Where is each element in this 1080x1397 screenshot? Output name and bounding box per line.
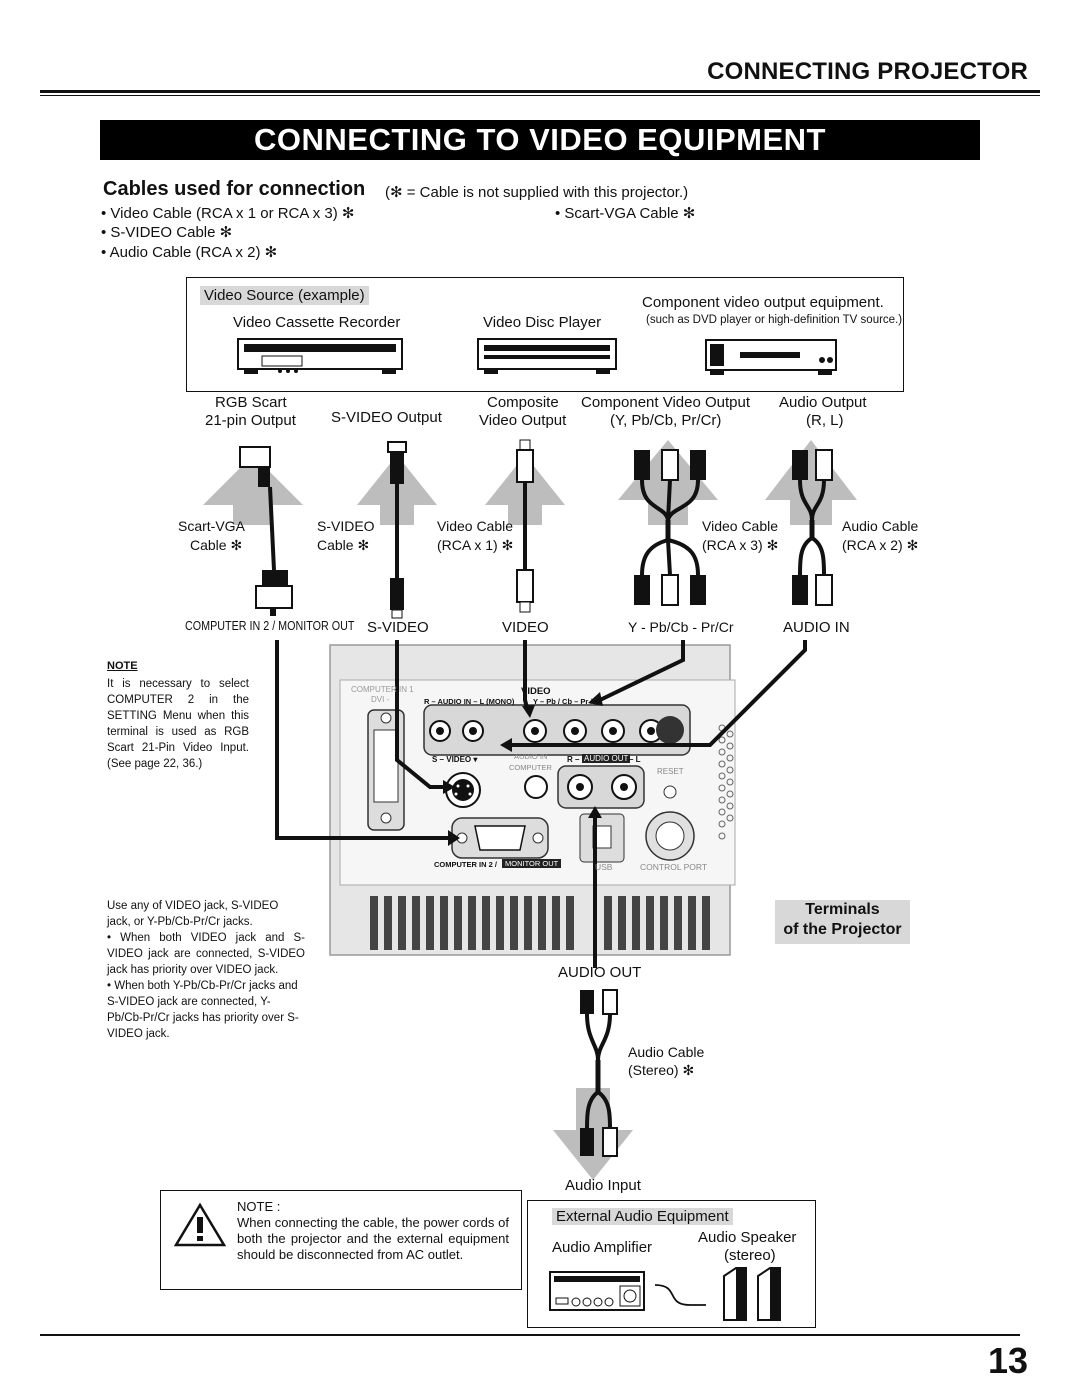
component-equipment-label: Component video output equipment. xyxy=(642,294,884,311)
scart-cable-label-2: Cable ✻ xyxy=(190,537,243,553)
panel-monitor-out: MONITOR OUT xyxy=(502,859,561,868)
usage-bullet-1: • When both VIDEO jack and S-VIDEO jack are connected, S-VIDEO jack has priority over VIDEO jack. xyxy=(107,932,305,976)
warning-heading: NOTE : xyxy=(237,1199,281,1214)
cable-item-scart: • Scart-VGA Cable ✻ xyxy=(555,205,696,222)
cable-item-audio: • Audio Cable (RCA x 2) ✻ xyxy=(101,244,278,261)
svideo-cable xyxy=(388,442,406,618)
svideo-cable-label: S-VIDEO xyxy=(317,518,375,534)
panel-video: VIDEO xyxy=(521,686,551,697)
cables-heading: Cables used for connection xyxy=(103,178,366,200)
video-cable-1-label: Video Cable xyxy=(437,518,514,534)
component-output-label: Component Video Output xyxy=(581,394,751,411)
video-jack-label: VIDEO xyxy=(502,619,549,636)
panel-computer-in-1: COMPUTER IN 1 xyxy=(351,685,414,694)
audio-cable-label: Audio Cable xyxy=(842,518,919,534)
panel-dvi: DVI - xyxy=(371,695,390,704)
component-equipment-note: (such as DVD player or high-definition TV source.) xyxy=(646,314,903,326)
panel-ypbpr: Y – Pb / Cb – Pr / Cr xyxy=(533,697,603,706)
panel-audio-out-r: R – xyxy=(567,755,580,764)
terminals-line-2: of the Projector xyxy=(783,921,902,938)
terminals-line-1: Terminals xyxy=(805,901,880,918)
video-cable-3-label-2: (RCA x 3) ✻ xyxy=(702,537,779,553)
audio-input-label: Audio Input xyxy=(565,1177,641,1194)
panel-audio-in-computer-2: COMPUTER xyxy=(509,763,552,772)
cable-item-svideo: • S-VIDEO Cable ✻ xyxy=(101,224,233,241)
audio-out-cable-label: Audio Cable xyxy=(628,1044,705,1060)
page-title: CONNECTING TO VIDEO EQUIPMENT xyxy=(100,120,980,160)
audio-in-jack-label: AUDIO IN xyxy=(783,619,850,636)
video-cable-rca1 xyxy=(517,440,533,612)
computer-in-2-label: COMPUTER IN 2 / MONITOR OUT xyxy=(185,619,355,633)
page-number: 13 xyxy=(987,1340,1028,1381)
svideo-output-label: S-VIDEO Output xyxy=(331,409,442,426)
note-text: It is necessary to select COMPUTER 2 in the SETTING Menu when this terminal is used as RGB Scart 21-Pin Video Input. (See page 22, 36.) xyxy=(107,678,249,770)
video-source-label: Video Source (example) xyxy=(200,286,369,305)
section-header: CONNECTING PROJECTOR xyxy=(707,58,1028,85)
usage-text xyxy=(107,898,305,1042)
svideo-cable-label-2: Cable ✻ xyxy=(317,537,370,553)
component-jack-label: Y - Pb/Cb - Pr/Cr xyxy=(628,619,734,635)
speaker-label: Audio Speaker xyxy=(698,1229,797,1246)
panel-svideo: S – VIDEO ▾ xyxy=(432,755,478,764)
footer-rule xyxy=(40,1334,1020,1336)
panel-usb: USB xyxy=(595,862,613,872)
panel-computer-in-2: COMPUTER IN 2 / xyxy=(434,860,497,869)
panel-audio-out: AUDIO OUT xyxy=(584,754,629,763)
note-heading: NOTE xyxy=(107,660,138,672)
terminals-label xyxy=(775,900,910,944)
panel-audio-out-l: – L xyxy=(629,755,641,764)
audio-output-label: Audio Output xyxy=(779,394,867,411)
video-cable-3-label: Video Cable xyxy=(702,518,779,534)
vcr-icon xyxy=(238,339,402,374)
vcr-label: Video Cassette Recorder xyxy=(233,314,401,331)
audio-out-cable-label-2: (Stereo) ✻ xyxy=(628,1062,695,1078)
cable-item-video: • Video Cable (RCA x 1 or RCA x 3) ✻ xyxy=(101,205,355,222)
panel-reset: RESET xyxy=(657,767,684,776)
video-cable-rca3 xyxy=(634,450,706,605)
panel-control-port: CONTROL PORT xyxy=(640,862,708,872)
usage-intro: Use any of VIDEO jack, S-VIDEO jack, or Y-Pb/Cb-Pr/Cr jacks. xyxy=(107,900,279,928)
disc-player-icon xyxy=(478,339,616,374)
usage-bullet-2: • When both Y-Pb/Cb-Pr/Cr jacks and S-VIDEO jack are connected, Y-Pb/Cb-Pr/Cr jacks has priority over S-VIDEO jack. xyxy=(107,980,299,1040)
speaker-label-2: (stereo) xyxy=(724,1247,776,1264)
audio-cable-label-2: (RCA x 2) ✻ xyxy=(842,537,919,553)
panel-audio-in-mono: R – AUDIO IN – L (MONO) xyxy=(424,697,515,706)
warning-text: When connecting the cable, the power cords of both the projector and the external equipment should be disconnected from AC outlet. xyxy=(237,1215,509,1262)
scart-cable-label: Scart-VGA xyxy=(178,518,245,534)
component-output-label-2: (Y, Pb/Cb, Pr/Cr) xyxy=(610,412,722,429)
audio-output-label-2: (R, L) xyxy=(806,412,844,429)
cables-note: (✻ = Cable is not supplied with this projector.) xyxy=(385,184,689,201)
composite-label-2: Video Output xyxy=(479,412,567,429)
audio-out-label: AUDIO OUT xyxy=(558,964,642,981)
composite-label: Composite xyxy=(487,394,559,411)
component-equipment-icon xyxy=(706,340,836,375)
panel-audio-in-computer: AUDIO IN xyxy=(514,752,548,761)
amplifier-label: Audio Amplifier xyxy=(552,1239,653,1256)
rgb-scart-label-2: 21-pin Output xyxy=(205,412,296,429)
svideo-jack-label: S-VIDEO xyxy=(367,619,429,636)
video-cable-1-label-2: (RCA x 1) ✻ xyxy=(437,537,514,553)
disc-player-label: Video Disc Player xyxy=(483,314,602,331)
rgb-scart-label: RGB Scart xyxy=(215,394,287,411)
external-audio-label: External Audio Equipment xyxy=(552,1208,733,1225)
